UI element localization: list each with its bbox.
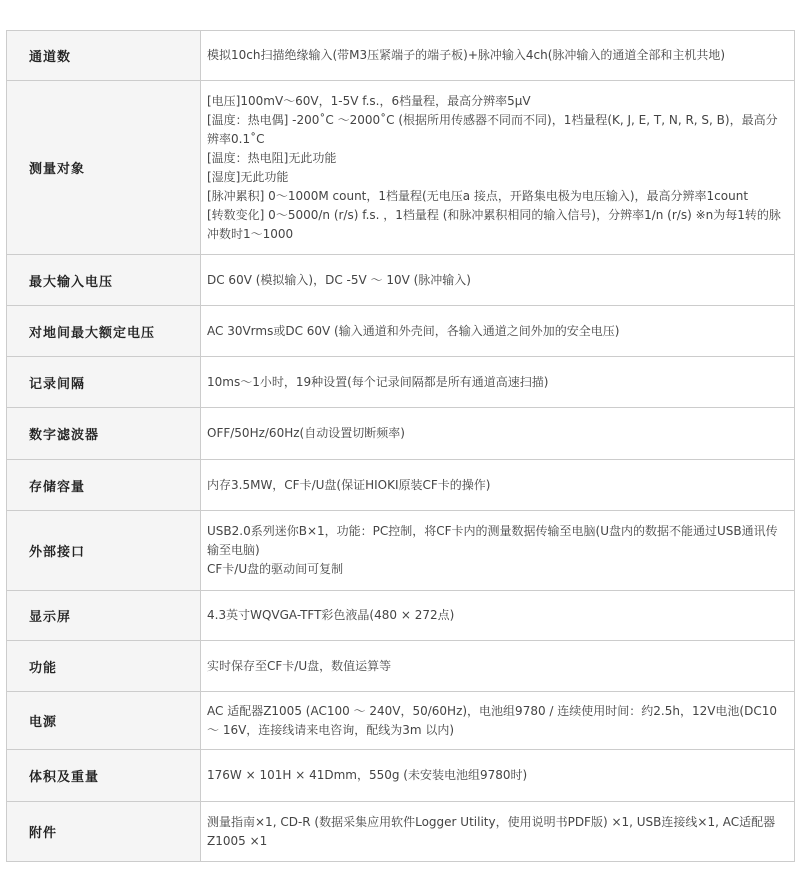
row-label: 附件	[7, 802, 201, 862]
value-line: OFF/50Hz/60Hz(自动设置切断频率)	[207, 426, 405, 440]
row-measurement-targets	[7, 81, 795, 255]
value-line: 176W × 101H × 41Dmm，550g (未安装电池组9780时)	[207, 768, 528, 782]
row-accessories	[7, 802, 795, 862]
row-label: 通道数	[7, 31, 201, 81]
row-label: 记录间隔	[7, 357, 201, 408]
row-label: 体积及重量	[7, 750, 201, 802]
row-max-rated-voltage-to-ground	[7, 306, 795, 357]
value-line: CF卡/U盘的驱动间可复制	[207, 562, 344, 576]
row-value	[201, 255, 795, 306]
row-value	[201, 306, 795, 357]
row-label: 最大输入电压	[7, 255, 201, 306]
value-line: [温度：热电阻]无此功能	[207, 150, 337, 165]
row-dimensions-weight	[7, 750, 795, 802]
row-value	[201, 408, 795, 460]
row-max-input-voltage	[7, 255, 795, 306]
row-label: 功能	[7, 641, 201, 692]
row-label: 测量对象	[7, 81, 201, 255]
row-value	[201, 357, 795, 408]
value-line: [转数变化] 0～5000/n (r/s) f.s. ，1档量程 (和脉冲累积相同的输入信号)，分辨率1/n (r/s) ※n为每1转的脉冲数时1～1000	[207, 207, 781, 241]
row-digital-filter	[7, 408, 795, 460]
value-line: USB2.0系列迷你B×1，功能：PC控制，将CF卡内的测量数据传输至电脑(U盘内的数据不能通过USB通讯传输至电脑)	[207, 524, 778, 557]
value-line: 模拟10ch扫描绝缘输入(带M3压紧端子的端子板)+脉冲输入4ch(脉冲输入的通道全部和主机共地)	[207, 48, 726, 62]
value-line: [温度：热电偶] -200˚C ～2000˚C (根据所用传感器不同而不同)，1档量程(K, J, E, T, N, R, S, B)，最高分辨率0.1˚C	[207, 112, 778, 146]
value-line: 内存3.5MW，CF卡/U盘(保证HIOKI原装CF卡的操作)	[207, 477, 491, 492]
row-value	[201, 692, 795, 750]
row-value	[201, 802, 795, 862]
value-line: 10ms～1小时，19种设置(每个记录间隔都是所有通道高速扫描)	[207, 374, 549, 389]
row-value	[201, 591, 795, 641]
value-line: AC 适配器Z1005 (AC100 ～ 240V，50/60Hz)，电池组9780 / 连续使用时间：约2.5h，12V电池(DC10 ～ 16V，连接线请来电咨询，配线为3m 以内)	[207, 703, 778, 737]
value-line: [脉冲累积] 0～1000M count，1档量程(无电压a 接点，开路集电极为电压输入)，最高分辨率1count	[207, 188, 749, 203]
spec-table	[6, 30, 795, 862]
value-line: DC 60V (模拟输入)，DC -5V ～ 10V (脉冲输入)	[207, 272, 471, 287]
row-external-interface	[7, 511, 795, 591]
row-label: 外部接口	[7, 511, 201, 591]
value-line: [电压]100mV～60V，1-5V f.s.，6档量程，最高分辨率5μV	[207, 93, 531, 108]
row-value	[201, 511, 795, 591]
row-value	[201, 641, 795, 692]
value-line: AC 30Vrms或DC 60V (输入通道和外壳间，各输入通道之间外加的安全电压)	[207, 323, 620, 338]
row-channels	[7, 31, 795, 81]
row-storage-capacity	[7, 460, 795, 511]
row-label: 对地间最大额定电压	[7, 306, 201, 357]
row-value	[201, 31, 795, 81]
value-line: 4.3英寸WQVGA-TFT彩色液晶(480 × 272点)	[207, 608, 455, 622]
row-power-supply	[7, 692, 795, 750]
row-value	[201, 460, 795, 511]
row-label: 数字滤波器	[7, 408, 201, 460]
row-value	[201, 81, 795, 255]
row-recording-interval	[7, 357, 795, 408]
value-line: [湿度]无此功能	[207, 169, 289, 184]
row-functions	[7, 641, 795, 692]
row-display	[7, 591, 795, 641]
row-label: 电源	[7, 692, 201, 750]
value-line: 实时保存至CF卡/U盘，数值运算等	[207, 658, 392, 673]
row-label: 存储容量	[7, 460, 201, 511]
row-value	[201, 750, 795, 802]
row-label: 显示屏	[7, 591, 201, 641]
value-line: 测量指南×1, CD-R (数据采集应用软件Logger Utility，使用说明书PDF版) ×1, USB连接线×1, AC适配器Z1005 ×1	[207, 814, 776, 848]
